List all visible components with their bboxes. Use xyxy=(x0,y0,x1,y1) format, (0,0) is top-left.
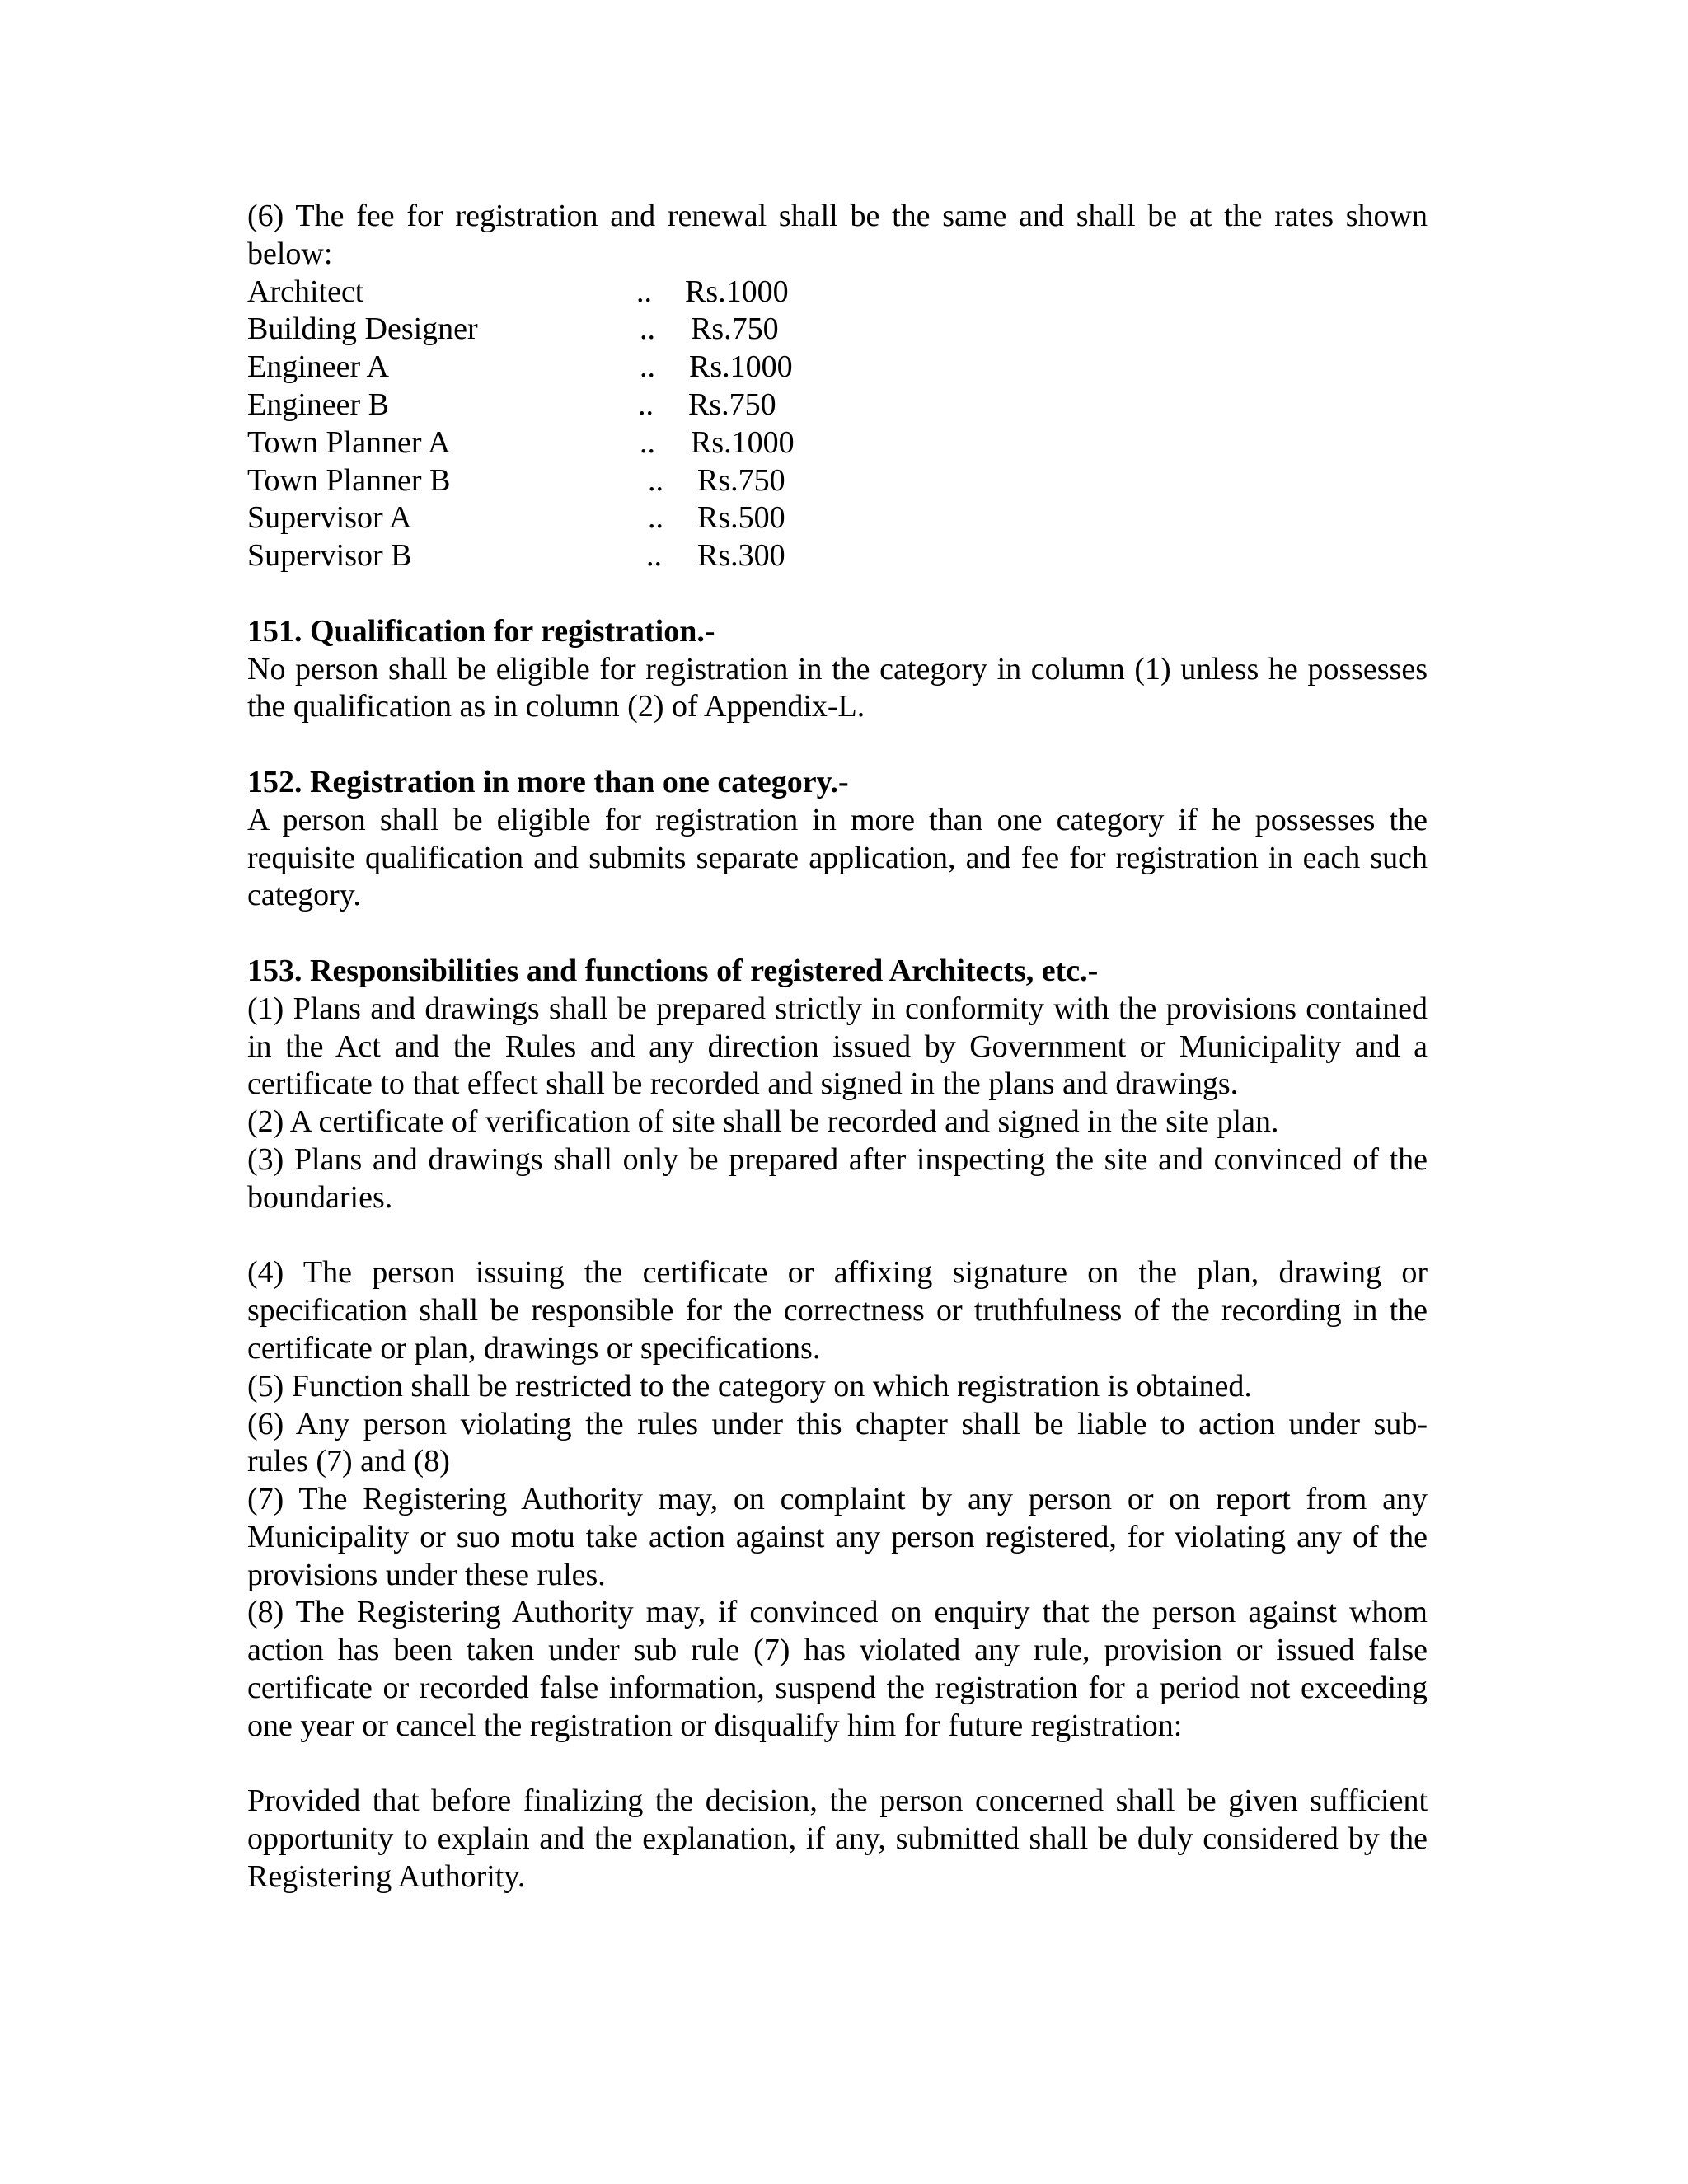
fee-category: Town Planner A xyxy=(247,424,451,460)
fee-row-town-planner-b xyxy=(247,462,1428,500)
fee-category: Engineer A xyxy=(247,349,390,385)
fee-amount: Rs.1000 xyxy=(685,274,789,309)
section-153-clause-4: (4) The person issuing the certificate or affixing signature on the plan, drawing or specification shall be responsible for the correctness or truthfulness of the recording in the certificate or plan, drawings or specifications. xyxy=(247,1255,1428,1366)
fee-leader: .. xyxy=(640,424,655,460)
section-153-proviso: Provided that before finalizing the decision, the person concerned shall be given sufficient opportunity to explain and the explanation, if any, submitted shall be duly considered by the Registering Authority. xyxy=(247,1783,1428,1895)
fee-category: Supervisor B xyxy=(247,538,412,574)
section-153-clause-2: (2) A certificate of verification of site shall be recorded and signed in the site plan. xyxy=(247,1104,1279,1140)
document-page xyxy=(247,198,1428,1896)
fee-amount: Rs.750 xyxy=(691,312,779,347)
section-152-body: A person shall be eligible for registration in more than one category if he possesses the requisite qualification and submits separate application, and fee for registration in each such category. xyxy=(247,802,1428,913)
fee-amount: Rs.1000 xyxy=(689,349,793,385)
fee-leader: .. xyxy=(638,387,654,422)
fee-intro-line-2: below: xyxy=(247,236,333,271)
fee-category: Town Planner B xyxy=(247,462,451,498)
fee-schedule xyxy=(247,274,1428,575)
fee-amount: Rs.750 xyxy=(688,387,776,422)
fee-leader: .. xyxy=(646,538,662,574)
section-153-clause-8: (8) The Registering Authority may, if convinced on enquiry that the person against whom action has been taken under sub rule (7) has violated any rule, provision or issued false certificate or recorded false information, suspend the registration for a period not exceeding one year or cancel the registration or disqualify him for future registration: xyxy=(247,1595,1428,1743)
section-152-heading: 152. Registration in more than one category.- xyxy=(247,764,849,799)
spacer xyxy=(247,915,1428,953)
fee-row-supervisor-b xyxy=(247,537,1428,575)
fee-amount: Rs.300 xyxy=(697,538,785,574)
fee-category: Architect xyxy=(247,274,364,309)
fee-row-engineer-a xyxy=(247,349,1428,387)
section-153-clause-7: (7) The Registering Authority may, on complaint by any person or on report from any Municipality or suo motu take action against any person registered, for violating any of the provisions under these rules. xyxy=(247,1482,1428,1592)
fee-amount: Rs.500 xyxy=(697,500,785,536)
section-153-clause-5: (5) Function shall be restricted to the category on which registration is obtained. xyxy=(247,1368,1252,1404)
fee-leader: .. xyxy=(640,349,655,385)
fee-amount: Rs.750 xyxy=(697,462,785,498)
fee-intro-line-1: (6) The fee for registration and renewal shall be the same and shall be at the rates shown xyxy=(247,199,1428,233)
spacer xyxy=(247,726,1428,764)
section-151-body: No person shall be eligible for registration in the category in column (1) unless he possesses the qualification as in column (2) of Appendix-L. xyxy=(247,651,1428,724)
fee-row-building-designer xyxy=(247,311,1428,349)
spacer xyxy=(247,575,1428,613)
section-153-clause-6-line-1: (6) Any person violating the rules under this chapter shall be liable to action under sub- xyxy=(247,1406,1428,1441)
fee-category: Engineer B xyxy=(247,387,390,422)
spacer xyxy=(247,1217,1428,1255)
fee-leader: .. xyxy=(648,500,663,536)
section-153-heading: 153. Responsibilities and functions of registered Architects, etc.- xyxy=(247,953,1099,988)
section-153-clause-3: (3) Plans and drawings shall only be prepared after inspecting the site and convinced of the boundaries. xyxy=(247,1141,1428,1215)
fee-row-supervisor-a xyxy=(247,499,1428,537)
section-151-heading: 151. Qualification for registration.- xyxy=(247,613,715,649)
fee-amount: Rs.1000 xyxy=(691,424,795,460)
fee-leader: .. xyxy=(640,312,655,347)
spacer xyxy=(247,1746,1428,1783)
section-153-clause-1: (1) Plans and drawings shall be prepared strictly in conformity with the provisions contained in the Act and the Rules and any direction issued by Government or Municipality and a certificate to that effect shall be recorded and signed in the plans and drawings. xyxy=(247,991,1428,1102)
fee-row-architect xyxy=(247,274,1428,312)
section-153-clause-6-line-2: rules (7) and (8) xyxy=(247,1444,450,1479)
fee-leader: .. xyxy=(648,462,663,498)
fee-category: Supervisor A xyxy=(247,500,412,536)
fee-leader: .. xyxy=(636,274,652,309)
fee-row-engineer-b xyxy=(247,387,1428,424)
fee-category: Building Designer xyxy=(247,312,478,347)
fee-row-town-planner-a xyxy=(247,424,1428,462)
